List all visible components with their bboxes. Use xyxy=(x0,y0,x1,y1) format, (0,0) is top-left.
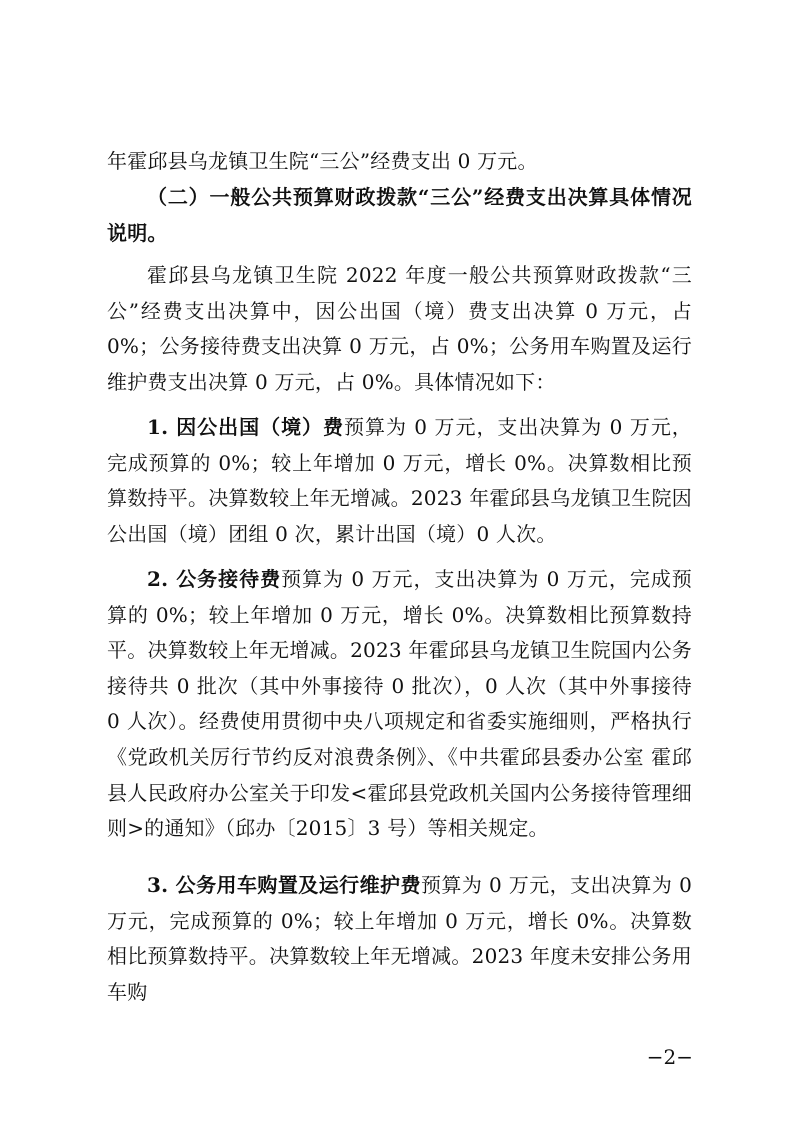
item-3-text: 预算为 0 万元，支出决算为 0 万元，完成预算的 0%；较上年增加 0 万元，增长 0%。决算数相比预算数持平。决算数较上年无增减。2023 年度未安排公务用车购 xyxy=(107,873,692,1004)
item-2-label: 2. 公务接待费 xyxy=(147,567,282,591)
paragraph-item-3 xyxy=(107,868,692,1010)
item-1-label: 1. 因公出国（境）费 xyxy=(147,415,344,439)
paragraph-item-1 xyxy=(107,410,692,552)
item-1-text: 预算为 0 万元，支出决算为 0 万元，完成预算的 0%；较上年增加 0 万元，增长 0%。决算数相比预算数持平。决算数较上年无增减。2023 年霍邱县乌龙镇卫生院因公出国（境）团组 0 次，累计出国（境）0 人次。 xyxy=(107,415,692,546)
paragraph-summary: 霍邱县乌龙镇卫生院 2022 年度一般公共预算财政拨款“三公”经费支出决算中，因公出国（境）费支出决算 0 万元，占 0%；公务接待费支出决算 0 万元，占 0%；公务用车购置及运行维护费支出决算 0 万元，占 0%。具体情况如下： xyxy=(107,263,692,394)
section-heading: （二）一般公共预算财政拨款“三公”经费支出决算具体情况说明。 xyxy=(107,185,692,245)
paragraph-item-2 xyxy=(107,562,692,847)
item-3-label: 3. 公务用车购置及运行维护费 xyxy=(147,873,421,897)
page-number: −2− xyxy=(646,1045,693,1069)
paragraph-continuation: 年霍邱县乌龙镇卫生院“三公”经费支出 0 万元。 xyxy=(107,149,538,173)
item-2-text: 预算为 0 万元，支出决算为 0 万元，完成预算的 0%；较上年增加 0 万元，增长 0%。决算数相比预算数持平。决算数较上年无增减。2023 年霍邱县乌龙镇卫生院国内公务接待共 0 批次（其中外事接待 0 批次），0 人次（其中外事接待 0 人次）。经费使用贯彻中央八项规定和省委实施细则，严格执行《党政机关厉行节约反对浪费条例》、《中共霍邱县委办公室 霍邱县人民政府办公室关于印发<霍邱县党政机关国内公务接待管理细则>的通知》（邱办〔2015〕3 号）等相关规定。 xyxy=(107,567,692,841)
